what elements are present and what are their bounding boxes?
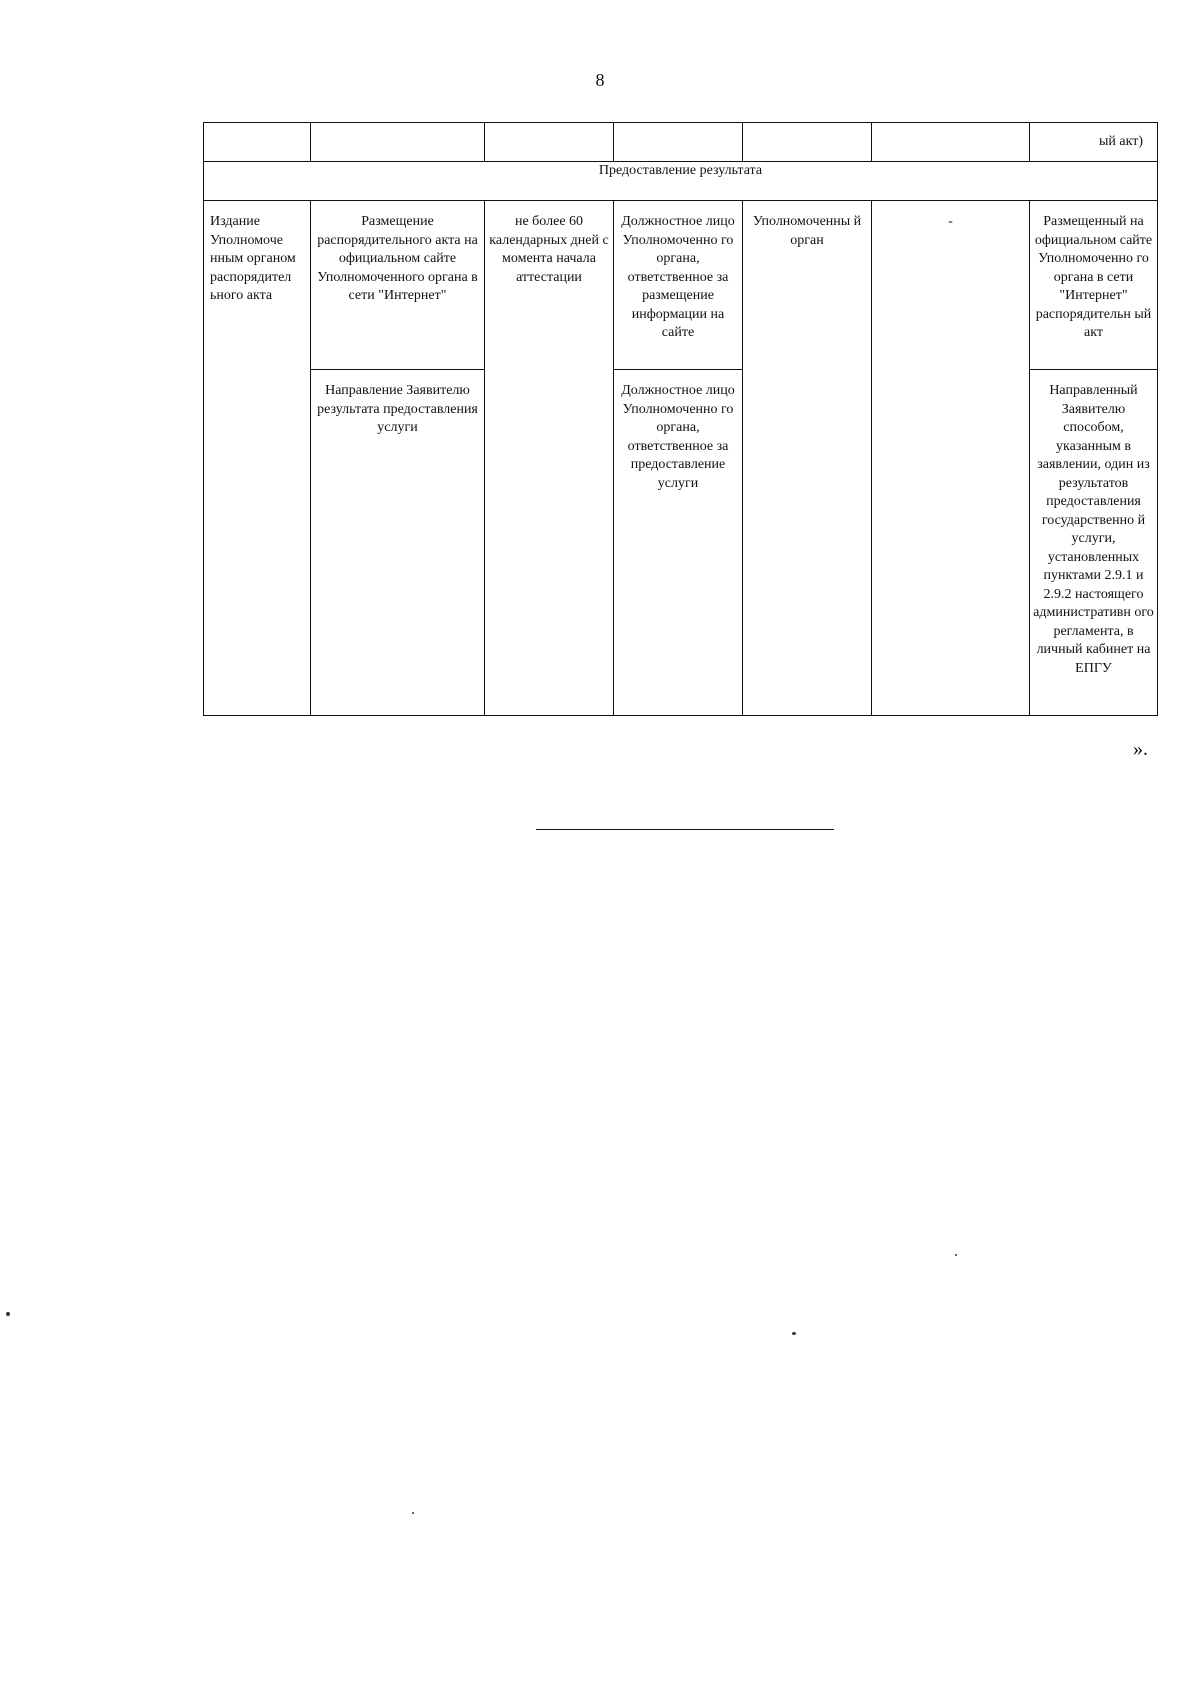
scan-speck [412, 1512, 414, 1514]
table-cell [743, 123, 872, 162]
scan-speck [955, 1254, 957, 1256]
table-cell [204, 123, 311, 162]
table-row [204, 123, 1158, 162]
section-header-row [204, 162, 1158, 201]
page-number: 8 [595, 70, 605, 90]
closing-quote-mark: ». [1133, 738, 1148, 760]
table-row [204, 201, 1158, 370]
term-cell: не более 60 календарных дней с момента начала аттестации [485, 201, 614, 716]
official-cell: Должностное лицо Уполномоченно го органа, ответственное за предоставление услуги [614, 370, 743, 716]
official-cell: Должностное лицо Уполномоченно го органа, ответственное за размещение информации на сайте [614, 201, 743, 370]
table-cell [311, 123, 485, 162]
action-cell: Издание Уполномоче нным органом распорядител ьного акта [204, 201, 311, 716]
procedure-cell: Размещение распорядительного акта на официальном сайте Уполномоченного органа в сети "Интернет" [311, 201, 485, 370]
continued-result-cell: ый акт) [1030, 123, 1158, 162]
table-cell [485, 123, 614, 162]
procedure-table [203, 122, 1158, 716]
table-cell [614, 123, 743, 162]
result-cell: Размещенный на официальном сайте Уполномоченно го органа в сети "Интернет" распорядительн ый акт [1030, 201, 1158, 370]
place-cell: Уполномоченны й орган [743, 201, 872, 716]
procedure-cell: Направление Заявителю результата предоставления услуги [311, 370, 485, 716]
table-cell [872, 123, 1030, 162]
scan-speck [6, 1312, 10, 1316]
result-cell: Направленный Заявителю способом, указанным в заявлении, один из результатов предоставления государственно й услуги, установленных пунктами 2.9.1 и 2.9.2 настоящего административн ого регламента, в личный кабинет на ЕПГУ [1030, 370, 1158, 716]
section-title: Предоставление результата [204, 162, 1158, 201]
criteria-cell: - [872, 201, 1030, 716]
end-rule-line [536, 829, 834, 830]
scan-speck [792, 1332, 796, 1335]
